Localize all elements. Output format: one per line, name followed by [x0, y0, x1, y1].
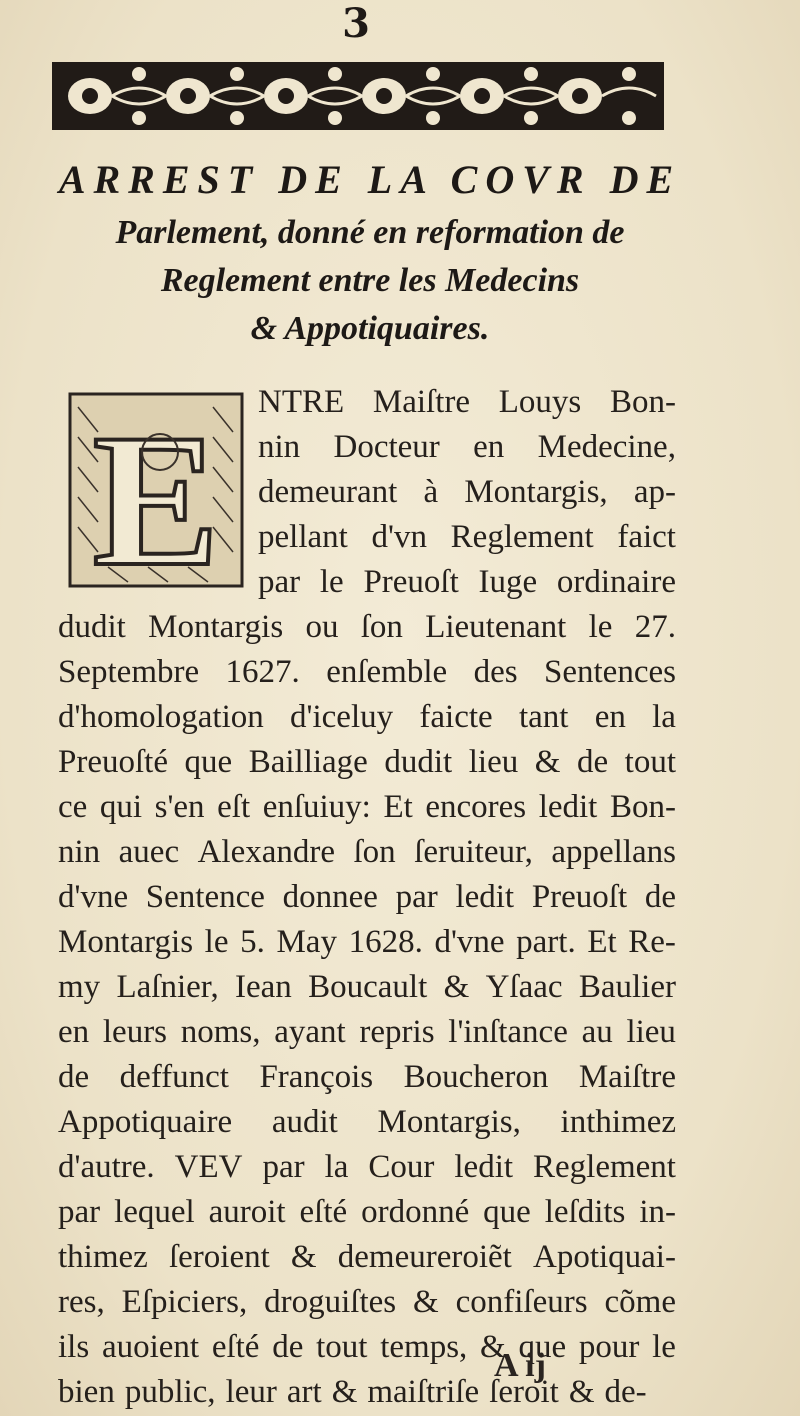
text-line: d'autre. VEV par la Cour ledit Reglement — [58, 1149, 676, 1185]
title-line-1: ARREST DE LA COVR DE — [58, 157, 682, 202]
text-line: my Laſnier, Iean Boucault & Yſaac Baulier — [58, 969, 676, 1005]
signature-mark: A ij — [494, 1347, 546, 1384]
text-line: Montargis le 5. May 1628. d'vne part. Et Re- — [58, 924, 676, 960]
text-line: de deffunct François Boucheron Maiſtre — [58, 1059, 676, 1095]
document-title — [40, 157, 700, 347]
text-line: dudit Montargis ou ſon Lieutenant le 27. — [58, 609, 676, 645]
text-line: Septembre 1627. enſemble des Sentences — [58, 654, 676, 690]
text-line: pellant d'vn Reglement faict — [258, 519, 676, 555]
text-line: ils auoient eſté de tout temps, & que pour le — [58, 1329, 676, 1365]
title-line-4: & Appotiquaires. — [250, 310, 490, 347]
text-line: nin auec Alexandre ſon ſeruiteur, appellans — [58, 834, 676, 870]
dropcap-letter: E — [92, 396, 220, 588]
page-number: 3 — [342, 0, 370, 47]
text-line: d'vne Sentence donnee par ledit Preuoſt de — [58, 879, 676, 915]
text-line: demeurant à Montargis, ap- — [258, 474, 676, 510]
title-line-3: Reglement entre les Medecins — [160, 262, 580, 299]
title-line-2: Parlement, donné en reformation de — [115, 214, 625, 251]
text-line: d'homologation d'iceluy faicte tant en la — [58, 699, 676, 735]
text-line: Preuoſté que Bailliage dudit lieu & de tout — [58, 744, 676, 780]
text-line: thimez ſeroient & demeureroiẽt Apotiquai- — [58, 1239, 676, 1275]
body-text — [58, 380, 676, 1415]
text-line: NTRE Maiſtre Louys Bon- — [258, 384, 676, 420]
ornamental-band — [52, 60, 664, 132]
text-line: par lequel auroit eſté ordonné que leſdits in- — [58, 1194, 676, 1230]
text-line: Appotiquaire audit Montargis, inthimez — [58, 1104, 676, 1140]
text-line: bien public, leur art & maiſtriſe ſeroit & de- — [58, 1374, 647, 1410]
text-line: par le Preuoſt Iuge ordinaire — [258, 564, 676, 600]
text-line: ce qui s'en eſt enſuiuy: Et encores ledit Bon- — [58, 789, 676, 825]
text-line: res, Eſpiciers, droguiſtes & confiſeurs cõme — [58, 1284, 676, 1320]
text-line: en leurs noms, ayant repris l'inſtance au lieu — [58, 1014, 676, 1050]
text-line: nin Docteur en Medecine, — [258, 429, 676, 465]
